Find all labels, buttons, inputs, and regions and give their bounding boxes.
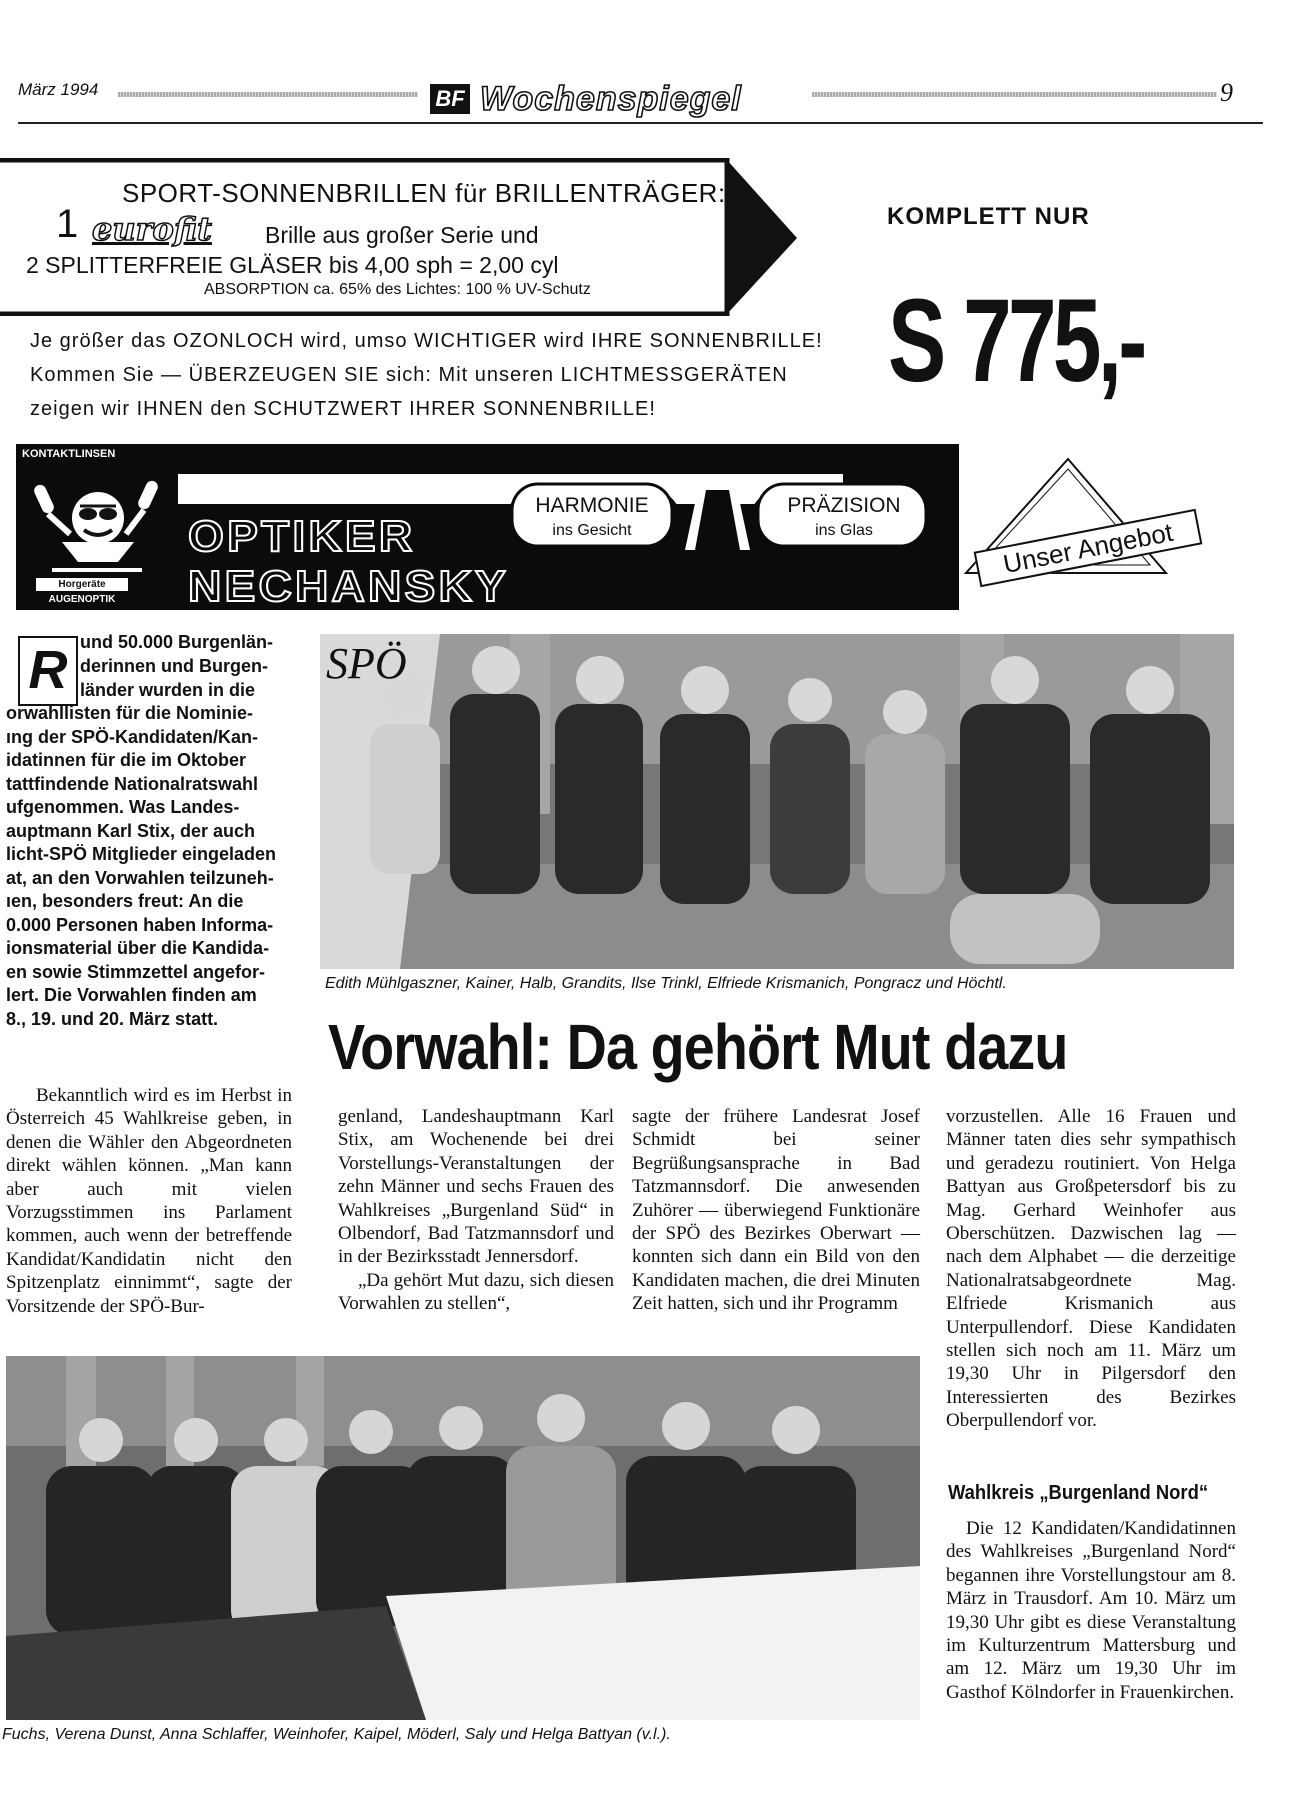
lead-line: derinnen und Burgen- (80, 656, 268, 676)
praezision-sub: ins Glas (815, 522, 873, 539)
column-4-paragraph-1: vorzustellen. Alle 16 Frauen und Männer taten dies sehr sympathisch und geradezu routiniert. Von Helga Battyan aus Großpetersdorf bis zu Mag. Gerhard Weinhofer aus Oberschützen. Dazwischen lag — nach dem Alphabet — die derzeitige Nationalratsabgeordnete Mag. Elfriede Krismanich aus Unterpullendorf. Diese Kandidaten stellen sich noch am 11. März um 19,30 Uhr in Pilgersdorf den Interessierten des Bezirkes Oberpullendorf vor. (946, 1106, 1236, 1432)
column-1-paragraph: Bekanntlich wird es im Herbst in Österreich 45 Wahlkreise geben, in denen die Wähler den Abgeordneten direkt wählen können. „Man kann aber auch mit vielen Vorzugsstimmen ins Parlament kommen, auch wenn der betreffende Kandidat/Kandidatin nicht den Spitzenplatz einnimmt“, sagte der Vorsitzende der SPÖ-Bur- (6, 1085, 292, 1317)
page-number: 9 (1220, 78, 1233, 107)
lead-line: licht-SPÖ Mitglieder eingeladen (6, 844, 277, 864)
masthead-logo (430, 80, 805, 120)
ad-line1-text: Brille aus großer Serie und (265, 222, 539, 248)
ad-komplett: KOMPLETT NUR (887, 203, 1090, 230)
column-4-text (946, 1105, 1236, 1433)
header-rule-right (812, 92, 1217, 97)
lead-line: en sowie Stimmzettel angefor- (6, 961, 266, 982)
photo-candidates-podium (6, 1356, 920, 1720)
column-3-paragraph: sagte der frühere Landesrat Josef Schmidt bei seiner Begrüßungsansprache in Bad Tatzmannsdorf. Die anwesenden Zuhörer — überwiegend Funktionäre der SPÖ des Bezirkes Oberwart — konnten sich dann ein Bild von den Kandidaten machen, die drei Minuten Zeit hatten, sich und ihr Programm (632, 1106, 920, 1315)
ad-headline: SPORT-SONNENBRILLEN für BRILLENTRÄGER: (122, 178, 726, 208)
lead-line: ufgenommen. Was Landes- (6, 797, 240, 817)
photo-candidates-sued (320, 634, 1234, 969)
photo2-caption: Fuchs, Verena Dunst, Anna Schlaffer, Weinhofer, Kaipel, Möderl, Saly und Helga Battyan (v.l.). (2, 1726, 671, 1743)
harmonie-sub: ins Gesicht (552, 522, 632, 539)
column-2-text (338, 1105, 614, 1316)
column-1-text (6, 1084, 292, 1318)
lead-line: ionsmaterial über die Kandida- (6, 938, 270, 958)
harmonie-label: HARMONIE (535, 494, 649, 517)
header-rule-left (118, 92, 418, 97)
column-4-text-2 (946, 1517, 1236, 1704)
subhead-burgenland-nord: Wahlkreis „Burgenland Nord“ (948, 1482, 1209, 1504)
column-2-paragraph-1: genland, Landeshauptmann Karl Stix, am Wochenende bei drei Vorstellungs-Veranstaltungen der zehn Männer und sechs Frauen des Wahlkreises „Burgenland Süd“ in Olbendorf, Bad Tatzmannsdorf und in der Bezirksstadt Jennersdorf. (338, 1106, 614, 1268)
column-2-paragraph-2: „Da gehört Mut dazu, sich diesen Vorwahlen zu stellen“, (338, 1269, 614, 1315)
header-underline (18, 122, 1263, 124)
lead-line: lert. Die Vorwahlen finden am (6, 985, 257, 1005)
drop-cap: R (18, 636, 78, 706)
header-date: März 1994 (18, 80, 99, 99)
lead-line: 8., 19. und 20. März statt. (6, 1008, 219, 1029)
augenoptik-label: AUGENOPTIK (48, 594, 116, 605)
hoergeraete-label: Horgeräte (36, 578, 128, 591)
column-4-paragraph-2: Die 12 Kandidaten/Kandidatinnen des Wahlkreises „Burgenland Nord“ begannen ihre Vorstellungstour am 8. März in Trausdorf. Am 10. März um 19,30 Uhr gibt es diese Veranstaltung im Kulturzentrum Mattersburg und am 12. März um 19,30 Uhr im Gasthof Kölndorfer in Frauenkirchen. (946, 1518, 1236, 1703)
lead-line: auptmann Karl Stix, der auch (6, 820, 256, 841)
lead-paragraph (0, 655, 306, 1031)
ad-body-line2: Kommen Sie — ÜBERZEUGEN SIE sich: Mit unseren LICHTMESSGERÄTEN (30, 364, 788, 386)
logo-name: Wochenspiegel (480, 80, 742, 118)
lead-line: länder wurden in die (80, 679, 256, 700)
kontaktlinsen-label: KONTAKTLINSEN (22, 448, 116, 460)
lead-line: ıng der SPÖ-Kandidaten/Kan- (6, 726, 259, 747)
logo-bf-badge: BF (430, 84, 470, 114)
lead-line: orwahllisten für die Nominie- (6, 703, 254, 723)
optiker-mascot-icon (22, 470, 172, 575)
photo1-spo-sign: SPÖ (326, 639, 407, 688)
ad-price: S 775,- (888, 275, 1144, 407)
ad-line2: 2 SPLITTERFREIE GLÄSER bis 4,00 sph = 2,00 cyl (26, 252, 559, 278)
lead-line: tattfindende Nationalratswahl (6, 773, 259, 794)
lead-line: idatinnen für die im Oktober (6, 750, 247, 770)
ad-line1-number: 1 (56, 202, 79, 246)
optiker-wordmark: OPTIKER (188, 512, 416, 561)
lead-line: 0.000 Personen haben Informa- (6, 914, 274, 935)
praezision-label: PRÄZISION (787, 494, 901, 517)
nechansky-wordmark: NECHANSKY (188, 562, 509, 611)
ad-body-line3: zeigen wir IHNEN den SCHUTZWERT IHRER SONNENBRILLE! (30, 398, 656, 420)
column-3-text (632, 1105, 920, 1316)
lead-first-line: und 50.000 Burgenlän- (80, 632, 274, 652)
lead-line: ıen, besonders freut: An die (6, 891, 244, 911)
ad-line3: ABSORPTION ca. 65% des Lichtes: 100 % UV-Schutz (204, 281, 591, 298)
eurofit-logo: eurofit (92, 210, 212, 248)
lead-line: at, an den Vorwahlen teilzuneh- (6, 867, 274, 888)
angebot-label: Unser Angebot (974, 509, 1203, 587)
article-headline: Vorwahl: Da gehört Mut dazu (328, 1011, 1068, 1083)
ad-body-line1: Je größer das OZONLOCH wird, umso WICHTIGER wird IHRE SONNENBRILLE! (30, 330, 823, 352)
photo1-caption: Edith Mühlgaszner, Kainer, Halb, Grandits, Ilse Trinkl, Elfriede Krismanich, Pongracz und Höchtl. (325, 975, 1007, 992)
